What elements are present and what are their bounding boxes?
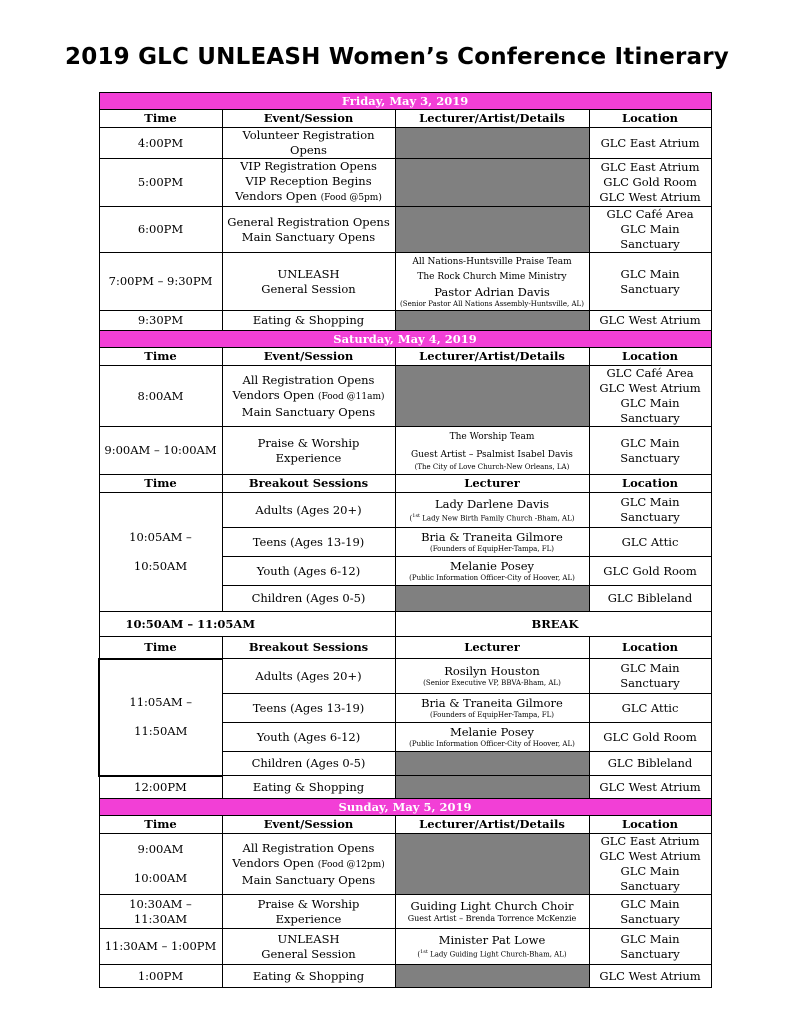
table-row: 4:00PM Volunteer Registration Opens GLC East Atrium (99, 128, 711, 159)
day-banner-sunday: Sunday, May 5, 2019 (99, 799, 711, 816)
table-row: Youth (Ages 6-12) Melanie Posey (Public Information Officer-City of Hoover, AL) GLC Gold Room (99, 557, 711, 586)
empty-cell (395, 128, 589, 159)
table-row: 9:00AM – 10:00AM Praise & Worship Experience The Worship Team Guest Artist – Psalmist Isabel Davis (The City of Love Church-New Orleans, LA) GLC Main Sanctuary (99, 427, 711, 475)
header-event: Event/Session (222, 110, 395, 128)
table-row: 11:05AM – 11:50AM Adults (Ages 20+) Rosilyn Houston (Senior Executive VP, BBVA-Bham, AL) GLC Main Sanctuary (99, 659, 711, 694)
table-row: 9:00AM 10:00AM All Registration Opens Vendors Open (Food @12pm) Main Sanctuary Opens GLC East Atrium GLC West Atrium GLC Main Sanctuary (99, 834, 711, 895)
table-row: Children (Ages 0-5) GLC Bibleland (99, 586, 711, 612)
page-title: 2019 GLC UNLEASH Women’s Conference Itinerary (65, 44, 729, 70)
empty-cell (395, 207, 589, 253)
table-row: 11:30AM – 1:00PM UNLEASH General Session Minister Pat Lowe ($^{1st}$ Lady Guiding Light Church-Bham, AL) GLC Main Sanctuary (99, 929, 711, 965)
table-row: 10:05AM – 10:50AM Adults (Ages 20+) Lady Darlene Davis ($^{1st}$ Lady New Birth Family Church -Bham, AL) GLC Main Sanctuary (99, 493, 711, 528)
empty-cell (395, 965, 589, 988)
empty-cell (395, 159, 589, 207)
table-row: Children (Ages 0-5) GLC Bibleland (99, 752, 711, 776)
empty-cell (395, 834, 589, 895)
breakout-time: 11:05AM – 11:50AM (99, 659, 222, 776)
table-row: 8:00AM All Registration Opens Vendors Open (Food @11am) Main Sanctuary Opens GLC Café Area GLC West Atrium GLC Main Sanctuary (99, 366, 711, 427)
break-row: 10:50AM – 11:05AM BREAK (99, 612, 711, 637)
header-lecturer: Lecturer/Artist/Details (395, 110, 589, 128)
table-row: Teens (Ages 13-19) Bria & Traneita Gilmore (Founders of EquipHer-Tampa, FL) GLC Attic (99, 528, 711, 557)
header-row: Time Event/Session Lecturer/Artist/Details Location (99, 348, 711, 366)
empty-cell (395, 776, 589, 799)
table-row: Teens (Ages 13-19) Bria & Traneita Gilmore (Founders of EquipHer-Tampa, FL) GLC Attic (99, 694, 711, 723)
table-row: 5:00PM VIP Registration Opens VIP Reception Begins Vendors Open (Food @5pm) GLC East Atrium GLC Gold Room GLC West Atrium (99, 159, 711, 207)
day-banner-friday: Friday, May 3, 2019 (99, 93, 711, 110)
breakout-time: 10:05AM – 10:50AM (99, 493, 222, 612)
table-row: Youth (Ages 6-12) Melanie Posey (Public Information Officer-City of Hoover, AL) GLC Gold Room (99, 723, 711, 752)
table-row: 12:00PM Eating & Shopping GLC West Atrium (99, 776, 711, 799)
table-row: 6:00PM General Registration Opens Main Sanctuary Opens GLC Café Area GLC Main Sanctuary (99, 207, 711, 253)
table-row: 10:30AM – 11:30AM Praise & Worship Experience Guiding Light Church Choir Guest Artist – Brenda Torrence McKenzie GLC Main Sanctuary (99, 895, 711, 929)
header-row (99, 110, 711, 128)
header-location: Location (589, 110, 711, 128)
table-row: 9:30PM Eating & Shopping GLC West Atrium (99, 311, 711, 331)
header-row: Time Event/Session Lecturer/Artist/Details Location (99, 816, 711, 834)
header-time: Time (99, 110, 222, 128)
table-row: 1:00PM Eating & Shopping GLC West Atrium (99, 965, 711, 988)
empty-cell (395, 366, 589, 427)
header-row: Time Breakout Sessions Lecturer Location (99, 475, 711, 493)
table-row: 7:00PM – 9:30PM UNLEASH General Session All Nations-Huntsville Praise Team The Rock Church Mime Ministry Pastor Adrian Davis (Senior Pastor All Nations Assembly-Huntsville, AL) GLC Main Sanctuary (99, 253, 711, 311)
empty-cell (395, 311, 589, 331)
day-banner-saturday: Saturday, May 4, 2019 (99, 331, 711, 348)
empty-cell (395, 586, 589, 612)
header-row: Time Breakout Sessions Lecturer Location (99, 637, 711, 659)
empty-cell (395, 752, 589, 776)
itinerary-table (98, 92, 712, 988)
